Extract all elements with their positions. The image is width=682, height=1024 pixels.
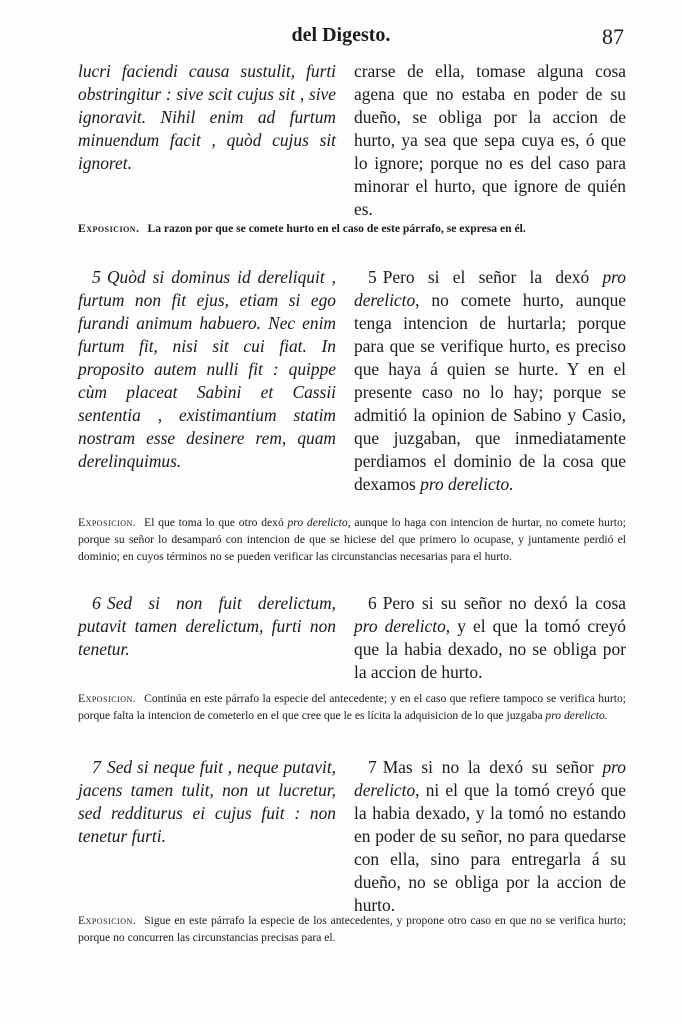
exposicion-text: Sigue en este párrafo la especie de los antecedentes, y propone otro caso en que no se verifica hurto; porque no concurren las circunstancias precisas para el. (78, 914, 626, 944)
paragraph-number: 5 (92, 267, 101, 287)
exposicion-2 (78, 514, 626, 565)
paragraph-number: 6 (92, 593, 101, 613)
running-header (0, 24, 682, 54)
latin-term: pro derelicto (287, 516, 348, 529)
spanish-text (354, 266, 626, 496)
exposicion-3 (78, 690, 626, 724)
spanish-body: , no comete hurto, aunque tenga intencion de hurtarla; porque para que se verifique hurto, es preciso que haya á quien se hurte. Y en el presente caso no lo hay; porque se admitió la opinion de Sabino y Casio, que juzgaban, que inmediatamente perdiamos el dominio de la cosa que dexamos (354, 290, 626, 494)
spanish-body: , y el que la tomó creyó que la habia dexado, no se obliga por la accion de hurto. (354, 616, 626, 682)
spanish-body: Pero si su señor no dexó la cosa (382, 593, 626, 613)
paragraph-block-5 (78, 266, 626, 506)
exposicion-text: , aunque lo haga con intencion de hurtar, no comete hurto; porque su señor lo desamparó con intencion de que se hiciese del que primero lo ocupase, y juntamente perdió el dominio; en cuyos términos no se pueden verificar las circunstancias necesarias para el hurto. (78, 516, 627, 563)
paragraph-number: 6 (368, 593, 377, 613)
spanish-text (354, 756, 626, 917)
latin-term: pro derelicto. (545, 709, 608, 722)
latin-body: Quòd si dominus id dereliquit , furtum non fit ejus, etiam si ego furandi animum habuero. Nec enim furtum fit, nisi sit cui fiat. In proposito autem nulli fit : quippe cùm placeat Sabini et Cassii sententia , existimantium statim nostram esse desinere rem, quam derelinquimus. (78, 267, 336, 471)
latin-text (78, 266, 336, 473)
latin-text: lucri faciendi causa sustulit, furti obstringitur : sive scit cujus sit , sive ignoravit. Nihil enim ad furtum minuendum facit , quòd cujus sit ignoret. (78, 61, 336, 173)
exposicion-label: Exposicion. (78, 914, 137, 927)
exposicion-label: Exposicion. (78, 516, 137, 529)
page-number: 87 (602, 24, 624, 49)
exposicion-text: El que toma lo que otro dexó (144, 516, 288, 529)
spanish-text (354, 592, 626, 684)
latin-body: Sed si non fuit derelictum, putavit tamen derelictum, furti non tenetur. (78, 593, 336, 659)
latin-term: pro derelicto (354, 267, 626, 310)
exposicion-label: Exposicion. (78, 222, 140, 235)
exposicion-label: Exposicion. (78, 692, 137, 705)
latin-text (78, 756, 336, 848)
latin-term: pro derelicto (354, 616, 446, 636)
paragraph-number: 5 (368, 267, 377, 287)
paragraph-number: 7 (368, 757, 377, 777)
running-title: del Digesto. (291, 24, 391, 46)
latin-term: pro derelicto. (420, 474, 514, 494)
paragraph-number: 7 (92, 757, 101, 777)
latin-text (78, 592, 336, 661)
spanish-text: crarse de ella, tomase alguna cosa agena que no estaba en poder de su dueño, se obliga por la accion de hurto, ya sea que sepa cuya es, ó que lo ignore; porque no es del caso para minorar el hurto, que ignore de quién es. (354, 61, 626, 219)
latin-term: pro derelicto (354, 757, 626, 800)
latin-body: Sed si neque fuit , neque putavit, jacens tamen tulit, non ut lucretur, sed redditurus ei cujus fuit : non tenetur furti. (78, 757, 336, 846)
paragraph-block-7 (78, 756, 626, 915)
paragraph-block-4 (78, 60, 626, 219)
spanish-body: , ni el que la tomó creyó que la habia dexado, y la tomó no estando en poder de su señor, no para quedarse con ella, sino para entregarla á su dueño, no se obliga por la accion de hurto. (354, 780, 626, 915)
spanish-body: Pero si el señor la dexó (382, 267, 603, 287)
paragraph-block-6 (78, 592, 626, 682)
exposicion-1 (78, 220, 626, 237)
spanish-body: Mas si no la dexó su señor (382, 757, 603, 777)
exposicion-4 (78, 912, 626, 946)
exposicion-text: La razon por que se comete hurto en el caso de este párrafo, se expresa en él. (147, 222, 526, 235)
exposicion-text: Continúa en este párrafo la especie del antecedente; y en el caso que refiere tampoco se verifica hurto; porque falta la intencion de cometerlo en el que cree que le es lícita la adquisicion de lo que juzgaba (78, 692, 626, 722)
